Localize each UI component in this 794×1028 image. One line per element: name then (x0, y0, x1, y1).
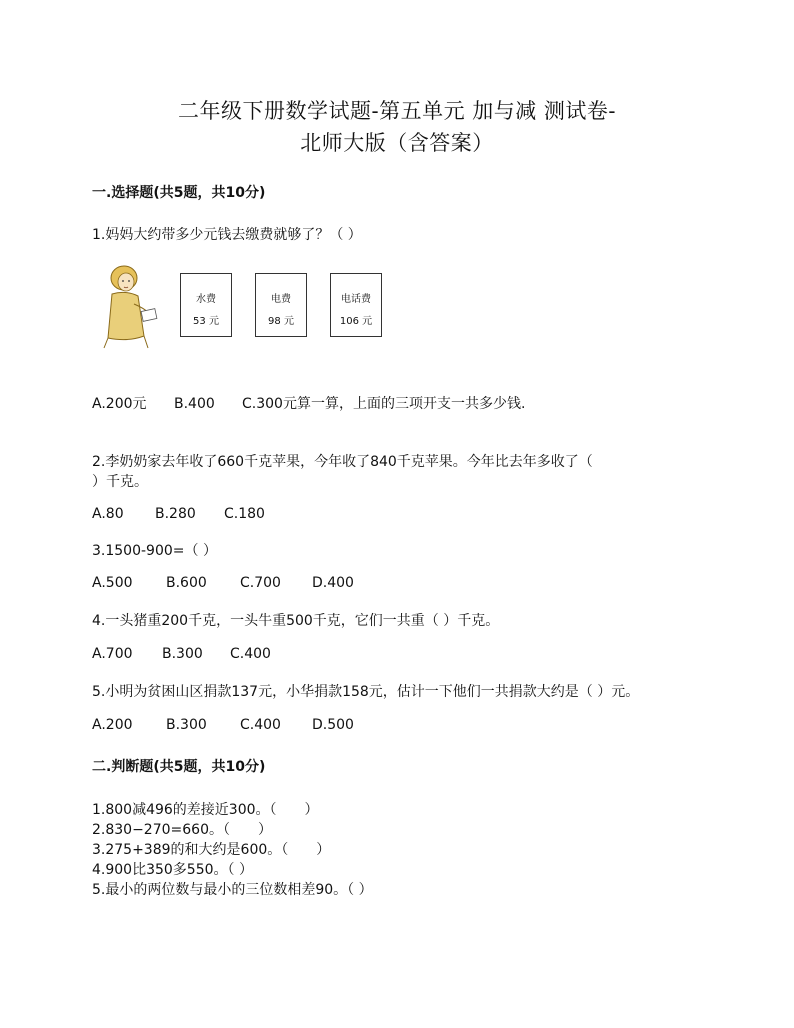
question-4-stem: 4.一头猪重200千克，一头牛重500千克，它们一共重（ ）千克。 (92, 613, 500, 629)
question-3-stem: 3.1500-900=（ ） (92, 543, 217, 559)
question-2-stem-line-2: ）千克。 (92, 474, 148, 490)
mother-illustration-icon (98, 264, 162, 350)
question-2-options (92, 506, 265, 522)
option-b[interactable]: B.400 (174, 396, 215, 412)
question-1-options (92, 393, 525, 413)
option-a[interactable]: A.500 (92, 575, 133, 591)
bill-price: 106 元 (339, 316, 373, 327)
option-b[interactable]: B.600 (166, 575, 207, 591)
question-4-options (92, 646, 271, 662)
question-5-stem: 5.小明为贫困山区捐款137元，小华捐款158元，估计一下他们一共捐款大约是（ ）元。 (92, 684, 640, 700)
title-line-1: 二年级下册数学试题-第五单元 加与减 测试卷- (177, 99, 617, 123)
option-c[interactable]: C.700 (240, 575, 281, 591)
judgment-item-1: 1.800减496的差接近300。（ ） (92, 802, 319, 818)
judgment-item-3: 3.275+389的和大约是600。（ ） (92, 842, 331, 858)
judgment-item-5: 5.最小的两位数与最小的三位数相差90。（ ） (92, 882, 373, 898)
judgment-item-4: 4.900比350多550。（ ） (92, 862, 253, 878)
option-a[interactable]: A.80 (92, 506, 124, 522)
bill-price: 53 元 (193, 316, 219, 327)
section-1-heading: 一.选择题(共5题，共10分) (92, 185, 266, 201)
judgment-item-2: 2.830−270=660。（ ） (92, 822, 272, 838)
option-a[interactable]: A.200元 (92, 396, 147, 412)
option-c[interactable]: C.180 (224, 506, 265, 522)
option-c[interactable]: C.300元算一算，上面的三项开支一共多少钱. (242, 396, 526, 412)
bill-card-phone (330, 273, 382, 337)
bill-name: 电费 (271, 294, 291, 305)
option-a[interactable]: A.200 (92, 717, 133, 733)
option-b[interactable]: B.300 (162, 646, 203, 662)
bill-name: 水费 (196, 294, 216, 305)
question-5-options (92, 717, 354, 733)
option-b[interactable]: B.300 (166, 717, 207, 733)
title-line-2: 北师大版（含答案） (300, 131, 494, 155)
question-2-stem-line-1: 2.李奶奶家去年收了660千克苹果，今年收了840千克苹果。今年比去年多收了（ (92, 454, 593, 470)
option-d[interactable]: D.400 (312, 575, 354, 591)
option-a[interactable]: A.700 (92, 646, 133, 662)
bill-name: 电话费 (341, 294, 371, 305)
bill-card-water (180, 273, 232, 337)
question-3-options (92, 575, 354, 591)
option-d[interactable]: D.500 (312, 717, 354, 733)
option-c[interactable]: C.400 (230, 646, 271, 662)
question-1-stem: 1.妈妈大约带多少元钱去缴费就够了？（ ） (92, 227, 362, 243)
option-b[interactable]: B.280 (155, 506, 196, 522)
bill-card-electricity (255, 273, 307, 337)
section-2-heading: 二.判断题(共5题，共10分) (92, 759, 266, 775)
bill-price: 98 元 (268, 316, 294, 327)
option-c[interactable]: C.400 (240, 717, 281, 733)
